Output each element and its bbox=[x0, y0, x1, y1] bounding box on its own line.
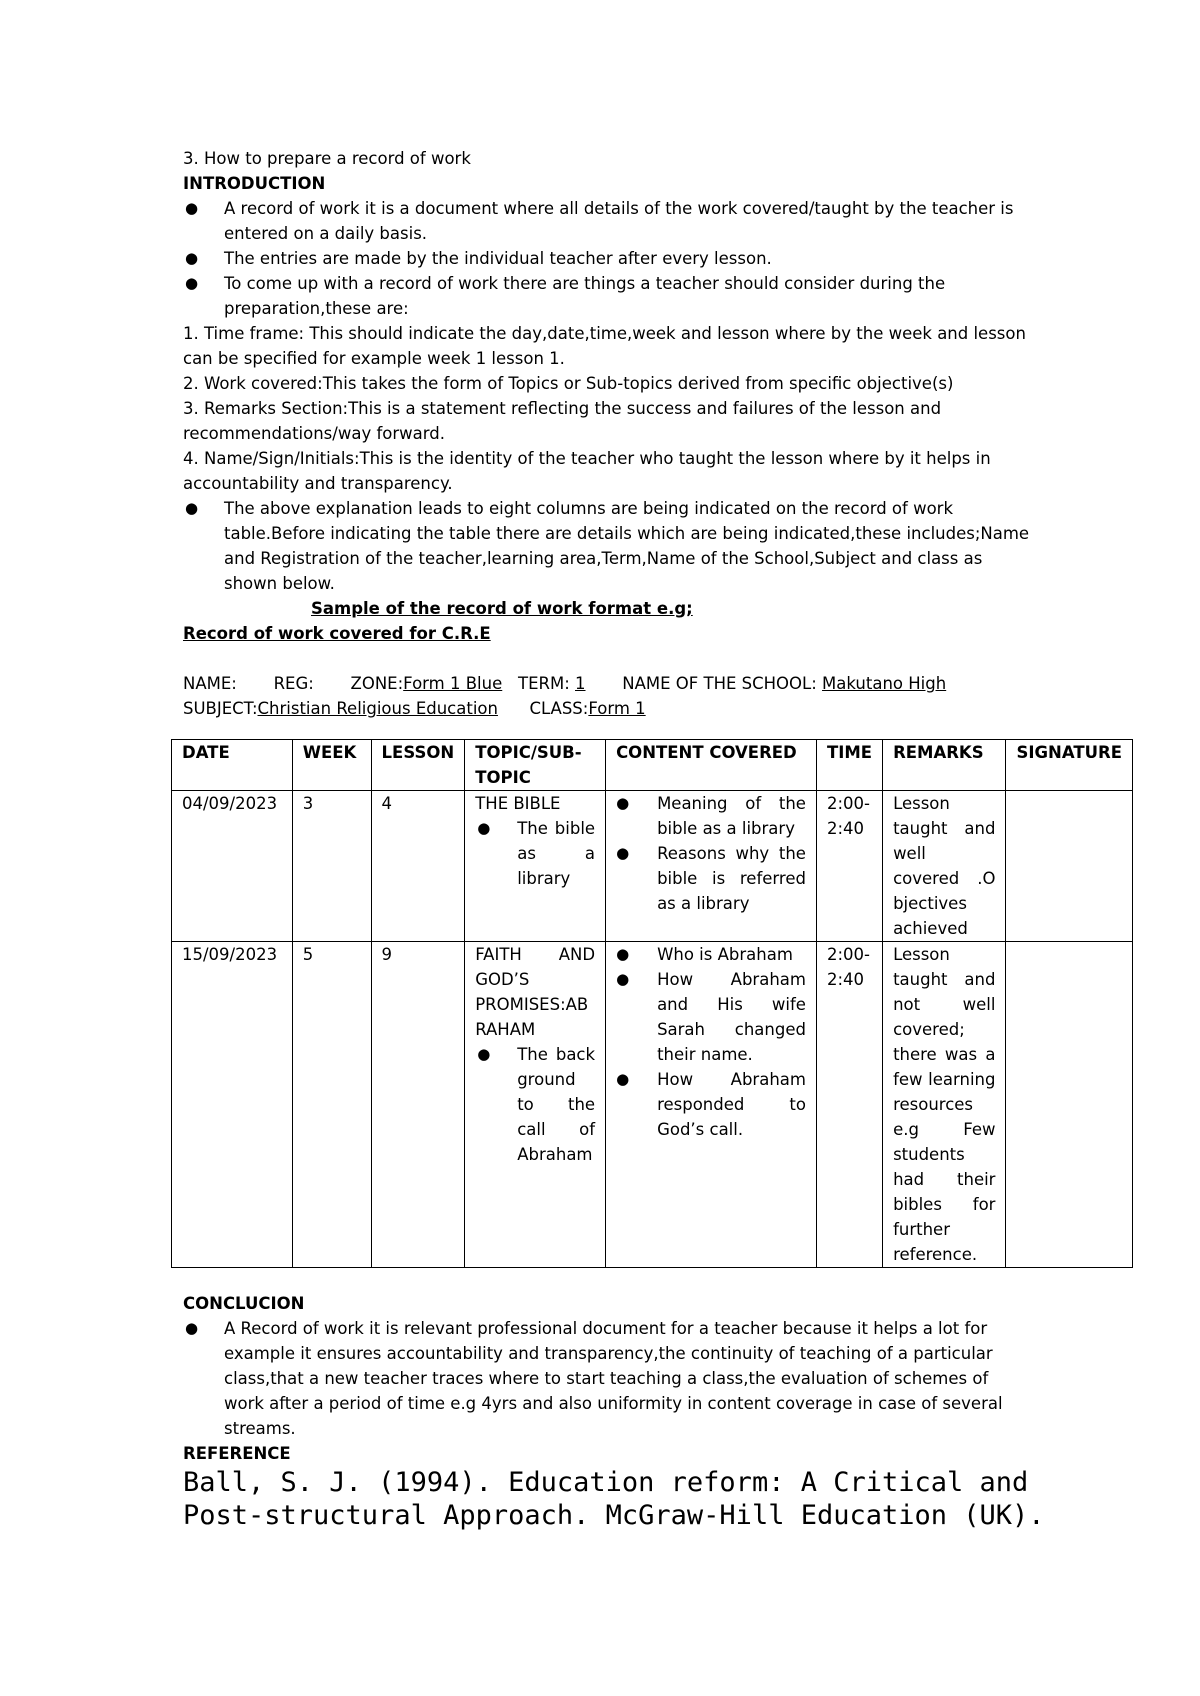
document-body bbox=[183, 146, 1033, 721]
numbered-item: 4. Name/Sign/Initials:This is the identity of the teacher who taught the lesson where by it helps in accountability and transparency. bbox=[183, 449, 991, 493]
bullet-text: To come up with a record of work there are things a teacher should consider during the preparation,these are: bbox=[224, 274, 946, 318]
content-text: How Abraham responded to God’s call. bbox=[657, 1070, 806, 1139]
cell-remarks: Lesson taught and not well covered; there was a few learning resources e.g Few students had their bibles for further reference. bbox=[883, 942, 1006, 1268]
cell-lesson: 9 bbox=[371, 942, 465, 1268]
class-label: CLASS: bbox=[529, 699, 589, 718]
record-of-work-table bbox=[171, 739, 1133, 1268]
introduction-title: INTRODUCTION bbox=[183, 174, 326, 193]
cell-content bbox=[606, 791, 817, 942]
reg-label: REG: bbox=[273, 674, 314, 693]
numbered-item: 1. Time frame: This should indicate the day,date,time,week and lesson where by the week and lesson can be specified for example week 1 lesson 1. bbox=[183, 324, 1026, 368]
bullet-icon: ● bbox=[616, 844, 630, 862]
header-topic: TOPIC/SUB-TOPIC bbox=[465, 740, 606, 791]
bullet-icon: ● bbox=[185, 199, 199, 217]
reference-title: REFERENCE bbox=[183, 1444, 291, 1463]
table-header-row bbox=[172, 740, 1133, 791]
table-row bbox=[172, 791, 1133, 942]
bullet-text: The above explanation leads to eight columns are being indicated on the record of work table.Before indicating the table there are details which are being indicated,these includes;Name and Registration of the teacher,learning area,Term,Name of the School,Subject and class as shown below. bbox=[224, 499, 1030, 593]
explanation-bullet bbox=[183, 496, 1033, 596]
cell-week: 3 bbox=[292, 791, 371, 942]
bullet-icon: ● bbox=[616, 794, 630, 812]
subtopic-item bbox=[475, 816, 595, 891]
reference-entry: Ball, S. J. (1994). Education reform: A Critical and Post-structural Approach. McGraw-Hill Education (UK). bbox=[183, 1467, 1045, 1531]
header-content: CONTENT COVERED bbox=[606, 740, 817, 791]
cell-time: 2:00-2:40 bbox=[816, 791, 882, 942]
subject-value: Christian Religious Education bbox=[257, 699, 498, 718]
content-text: How Abraham and His wife Sarah changed their name. bbox=[657, 970, 806, 1064]
bullet-text: A record of work it is a document where all details of the work covered/taught by the teacher is entered on a daily basis. bbox=[224, 199, 1014, 243]
cell-topic bbox=[465, 791, 606, 942]
topic-title: FAITH AND GOD’S PROMISES:AB RAHAM bbox=[475, 945, 596, 1039]
bullet-icon: ● bbox=[185, 249, 199, 267]
term-label: TERM: bbox=[518, 674, 570, 693]
school-value: Makutano High bbox=[822, 674, 947, 693]
cell-signature[interactable] bbox=[1006, 942, 1133, 1268]
record-title: Record of work covered for C.R.E bbox=[183, 624, 491, 643]
zone-value: Form 1 Blue bbox=[403, 674, 503, 693]
content-item bbox=[616, 1067, 806, 1142]
bullet-icon: ● bbox=[477, 819, 491, 837]
bullet-icon: ● bbox=[616, 1070, 630, 1088]
numbered-item: 2. Work covered:This takes the form of Topics or Sub-topics derived from specific objective(s) bbox=[183, 374, 954, 393]
cell-remarks: Lesson taught and well covered .O bjectives achieved bbox=[883, 791, 1006, 942]
subtopic-item bbox=[475, 1042, 595, 1167]
conclusion-bullet bbox=[183, 1316, 1033, 1441]
header-time: TIME bbox=[816, 740, 882, 791]
cell-signature[interactable] bbox=[1006, 791, 1133, 942]
name-label: NAME: bbox=[183, 674, 237, 693]
table-row bbox=[172, 942, 1133, 1268]
conclusion-section bbox=[183, 1291, 1033, 1466]
header-remarks: REMARKS bbox=[883, 740, 1006, 791]
header-signature: SIGNATURE bbox=[1006, 740, 1133, 791]
zone-label: ZONE: bbox=[350, 674, 404, 693]
cell-date: 04/09/2023 bbox=[172, 791, 293, 942]
content-text: Who is Abraham bbox=[657, 945, 793, 964]
conclusion-title: CONCLUCION bbox=[183, 1294, 305, 1313]
cell-date: 15/09/2023 bbox=[172, 942, 293, 1268]
numbered-item: 3. Remarks Section:This is a statement reflecting the success and failures of the lesson and recommendations/way forward. bbox=[183, 399, 942, 443]
details-line-1 bbox=[183, 671, 1033, 696]
intro-bullet bbox=[183, 246, 1033, 271]
content-item bbox=[616, 841, 806, 916]
cell-lesson: 4 bbox=[371, 791, 465, 942]
intro-bullet bbox=[183, 271, 1033, 321]
header-lesson: LESSON bbox=[371, 740, 465, 791]
content-item bbox=[616, 791, 806, 841]
bullet-icon: ● bbox=[185, 499, 199, 517]
content-item bbox=[616, 967, 806, 1067]
cell-topic bbox=[465, 942, 606, 1268]
cell-content bbox=[606, 942, 817, 1268]
school-label: NAME OF THE SCHOOL: bbox=[622, 674, 817, 693]
term-value: 1 bbox=[575, 674, 586, 693]
header-week: WEEK bbox=[292, 740, 371, 791]
details-line-2 bbox=[183, 696, 1033, 721]
cell-week: 5 bbox=[292, 942, 371, 1268]
intro-bullet bbox=[183, 196, 1033, 246]
topic-title: THE BIBLE bbox=[475, 794, 561, 813]
bullet-icon: ● bbox=[185, 1319, 199, 1337]
bullet-icon: ● bbox=[616, 970, 630, 988]
header-date: DATE bbox=[172, 740, 293, 791]
subtopic-text: The bible as a library bbox=[517, 819, 596, 888]
bullet-icon: ● bbox=[616, 945, 630, 963]
content-text: Meaning of the bible as a library bbox=[657, 794, 806, 838]
bullet-text: The entries are made by the individual teacher after every lesson. bbox=[224, 249, 772, 268]
class-value: Form 1 bbox=[588, 699, 646, 718]
subject-label: SUBJECT: bbox=[183, 699, 258, 718]
bullet-icon: ● bbox=[185, 274, 199, 292]
bullet-text: A Record of work it is relevant professional document for a teacher because it helps a lot for example it ensures accountability and transparency,the continuity of teaching of a particular class,that a new teacher traces where to start teaching a class,the evaluation of schemes of work after a period of time e.g 4yrs and also uniformity in content coverage in case of several streams. bbox=[224, 1319, 1003, 1438]
cell-time: 2:00-2:40 bbox=[816, 942, 882, 1268]
content-item bbox=[616, 942, 806, 967]
subtopic-text: The back ground to the call of Abraham bbox=[517, 1045, 596, 1164]
content-text: Reasons why the bible is referred as a library bbox=[657, 844, 806, 913]
bullet-icon: ● bbox=[477, 1045, 491, 1063]
sample-title: Sample of the record of work format e.g; bbox=[311, 599, 693, 618]
document-heading: 3. How to prepare a record of work bbox=[183, 149, 471, 168]
